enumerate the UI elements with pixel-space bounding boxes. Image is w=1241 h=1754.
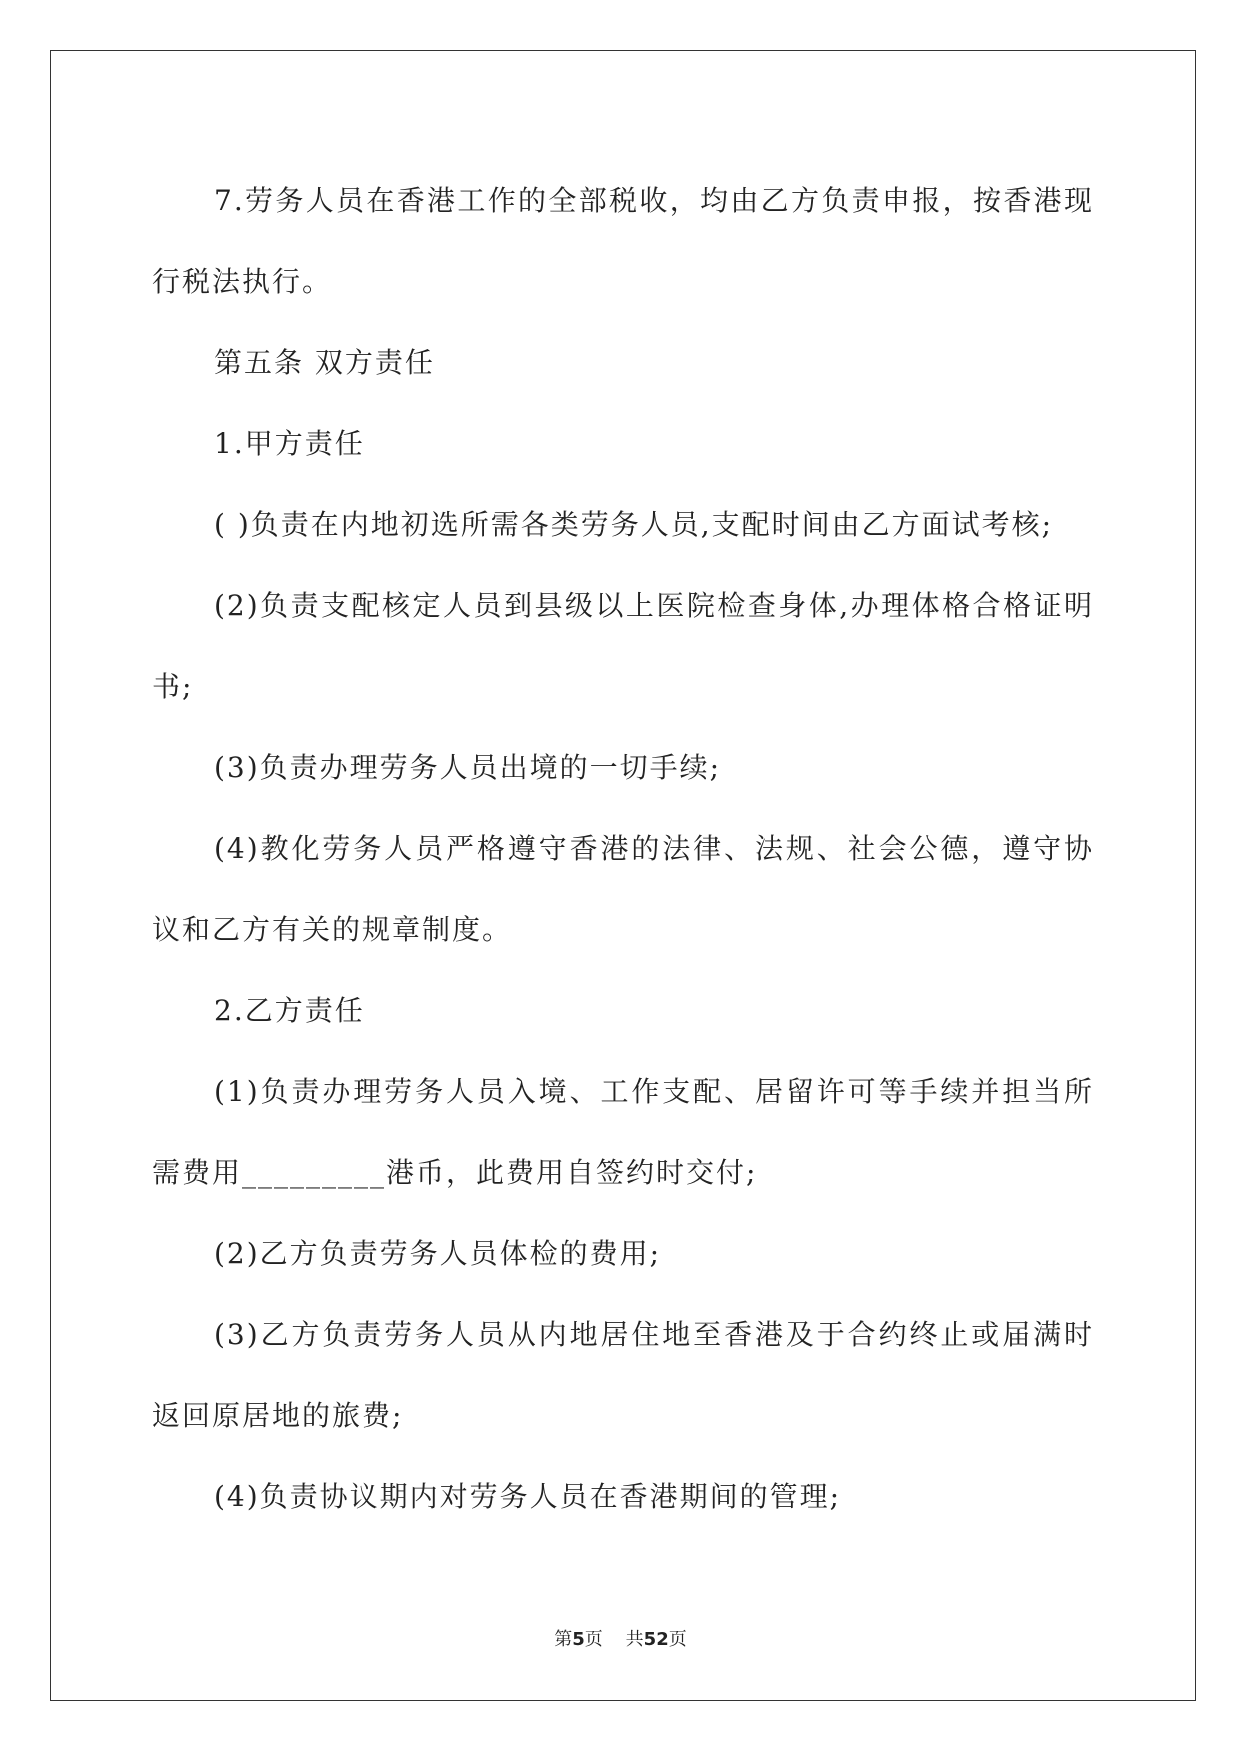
section-heading-party-b: 2.乙方责任	[214, 994, 365, 1027]
page-footer	[0, 1625, 1241, 1651]
paragraph-party-b-1: (1)负责办理劳务人员入境、工作支配、居留许可等手续并担当所需费用_________港币，此费用自签约时交付;	[152, 1075, 1094, 1189]
article-heading: 第五条 双方责任	[214, 346, 435, 379]
document-body	[152, 160, 1094, 1537]
paragraph-party-b-3: (3)乙方负责劳务人员从内地居住地至香港及于合约终止或届满时返回原居地的旅费;	[152, 1318, 1094, 1432]
paragraph-party-a-2: (2)负责支配核定人员到县级以上医院检查身体,办理体格合格证明书;	[152, 589, 1094, 703]
paragraph-party-a-1: ( )负责在内地初选所需各类劳务人员,支配时间由乙方面试考核;	[214, 508, 1054, 541]
total-prefix: 共	[625, 1629, 644, 1650]
page-number: 5	[572, 1629, 585, 1650]
total-pages: 52	[643, 1629, 669, 1650]
page-prefix: 第	[554, 1629, 573, 1650]
page-suffix: 页	[584, 1629, 603, 1650]
section-heading-party-a: 1.甲方责任	[214, 427, 365, 460]
paragraph-tax: 7.劳务人员在香港工作的全部税收，均由乙方负责申报，按香港现行税法执行。	[152, 184, 1094, 298]
total-suffix: 页	[668, 1629, 687, 1650]
paragraph-party-a-4: (4)教化劳务人员严格遵守香港的法律、法规、社会公德，遵守协议和乙方有关的规章制度。	[152, 832, 1094, 946]
paragraph-party-a-3: (3)负责办理劳务人员出境的一切手续;	[214, 751, 722, 784]
paragraph-party-b-4: (4)负责协议期内对劳务人员在香港期间的管理;	[214, 1480, 842, 1513]
paragraph-party-b-2: (2)乙方负责劳务人员体检的费用;	[214, 1237, 662, 1270]
